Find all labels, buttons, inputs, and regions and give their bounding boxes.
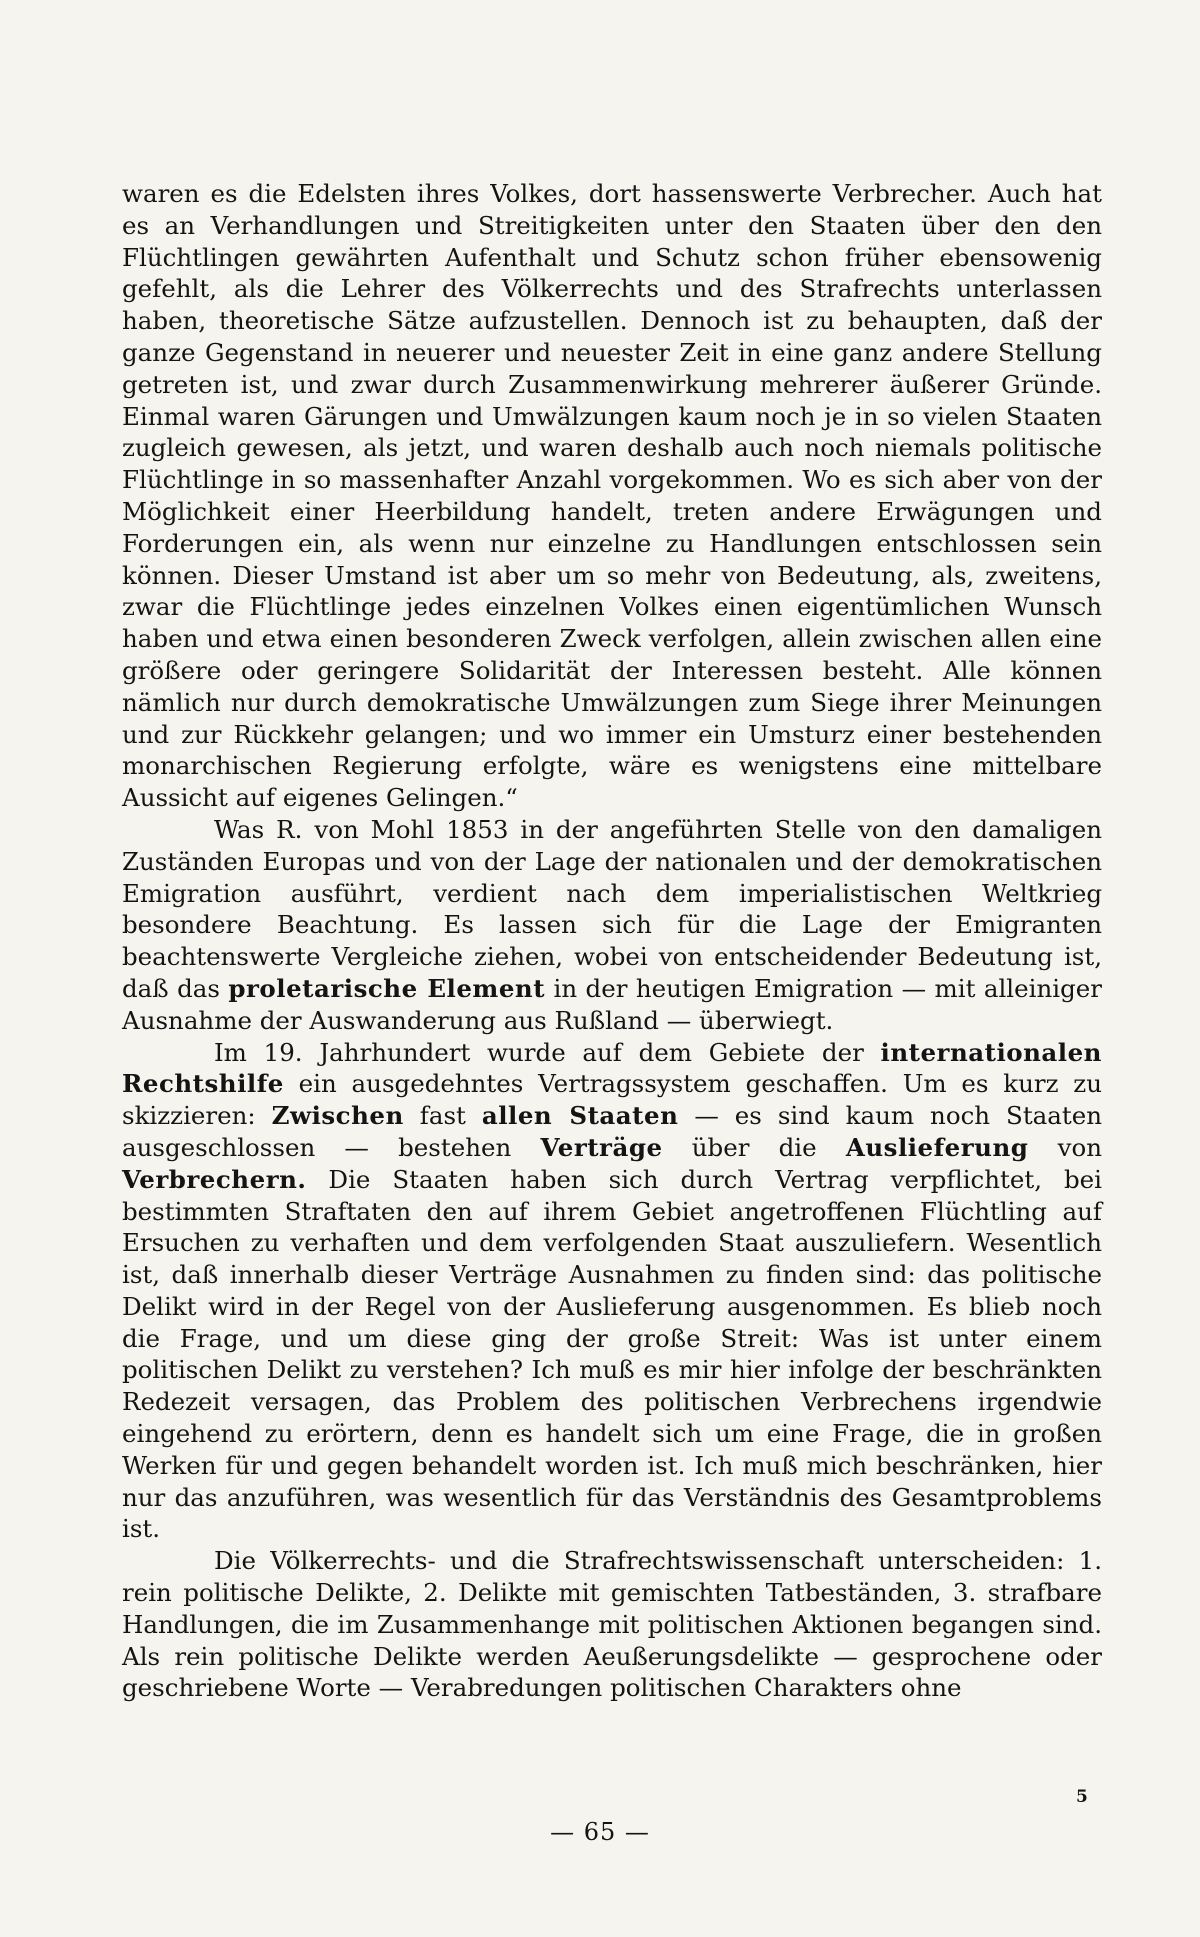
paragraph-2 [122, 814, 1102, 1037]
paragraph-4 [122, 1545, 1102, 1704]
emphasized-text: Auslieferung [845, 1132, 1029, 1162]
text-run: in der heutigen Emigration — mit alleiniger Ausnahme der Auswanderung aus Rußland — überwiegt. [122, 973, 1102, 1035]
emphasized-text: allen Staaten [481, 1101, 679, 1131]
text-run: von [1028, 1132, 1102, 1162]
page-number: — 65 — [550, 1818, 650, 1846]
emphasized-text: Zwischen [271, 1101, 404, 1131]
emphasized-text: internationalen Rechtshilfe [122, 1037, 1102, 1099]
text-run: fast [403, 1101, 482, 1131]
emphasized-text: Verträge [540, 1132, 663, 1162]
sheet-signature: 5 [1076, 1787, 1088, 1807]
text-run: — es sind kaum noch Staaten ausgeschlossen — bestehen [122, 1101, 1102, 1162]
emphasized-text: Verbrechern. [122, 1164, 307, 1194]
text-run: waren es die Edelsten ihres Volkes, dort hassenswerte Verbrecher. Auch hat es an Verhandlungen und Streitigkeiten unter den Staaten über den den Flüchtlingen gewährten Aufenthalt und Schutz schon früher ebensowenig gefehlt, als die Lehrer des Völkerrechts und des Strafrechts unterlassen haben, theoretische Sätze aufzustellen. Dennoch ist zu behaupten, daß der ganze Gegenstand in neuerer und neuester Zeit in eine ganz andere Stellung getreten ist, und zwar durch Zusammenwirkung mehrerer äußerer Gründe. Einmal waren Gärungen und Umwälzungen kaum noch je in so vielen Staaten zugleich gewesen, als jetzt, und waren deshalb auch noch niemals politische Flüchtlinge in so massenhafter Anzahl vorgekommen. Wo es sich aber von der Möglichkeit einer Heerbildung handelt, treten andere Erwägungen und Forderungen ein, als wenn nur einzelne zu Handlungen entschlossen sein können. Dieser Umstand ist aber um so mehr von Bedeutung, als, zweitens, zwar die Flüchtlinge jedes einzelnen Volkes einen eigentümlichen Wunsch haben und etwa einen besonderen Zweck verfolgen, allein zwischen allen eine größere oder geringere Solidarität der Interessen besteht. Alle können nämlich nur durch demokratische Umwälzungen zum Siege ihrer Meinungen und zur Rückkehr gelangen; und wo immer ein Umsturz einer bestehenden monarchischen Regierung erfolgte, wäre es wenigstens eine mittelbare Aussicht auf eigenes Gelingen.“ [122, 179, 1102, 813]
text-run: über die [662, 1132, 846, 1162]
text-run: Was R. von Mohl 1853 in der angeführten Stelle von den damaligen Zuständen Europas und von der Lage der nationalen und der demokratischen Emigration ausführt, verdient nach dem imperialistischen Weltkrieg besondere Beachtung. Es lassen sich für die Lage der Emigranten beachtenswerte Vergleiche ziehen, wobei von entscheidender Bedeutung ist, daß das [122, 814, 1102, 1003]
body-text [122, 178, 1102, 1704]
paragraph-1 [122, 178, 1102, 814]
emphasized-text: proletarische Element [228, 973, 546, 1003]
text-run: Die Staaten haben sich durch Vertrag verpflichtet, bei bestimmten Straftaten den auf ihrem Gebiet angetroffenen Flüchtling auf Ersuchen zu verhaften und dem verfolgenden Staat auszuliefern. Wesentlich ist, daß innerhalb dieser Verträge Ausnahmen zu finden sind: das politische Delikt wird in der Regel von der Auslieferung ausgenommen. Es blieb noch die Frage, und um diese ging der große Streit: Was ist unter einem politischen Delikt zu verstehen? Ich muß es mir hier infolge der beschränkten Redezeit versagen, das Problem des politischen Verbrechens irgendwie eingehend zu erörtern, denn es handelt sich um eine Frage, die in großen Werken für und gegen behandelt worden ist. Ich muß mich beschränken, hier nur das anzuführen, was wesentlich für das Verständnis des Gesamtproblems ist. [122, 1164, 1102, 1544]
text-run: Im 19. Jahrhundert wurde auf dem Gebiete der [214, 1037, 881, 1067]
paragraph-3 [122, 1037, 1102, 1546]
text-run: ein ausgedehntes Vertragssystem geschaffen. Um es kurz zu skizzieren: [122, 1069, 1102, 1131]
text-run: Die Völkerrechts- und die Strafrechtswissenschaft unterscheiden: 1. rein politische Delikte, 2. Delikte mit gemischten Tatbeständen, 3. strafbare Handlungen, die im Zusammenhange mit politischen Aktionen begangen sind. Als rein politische Delikte werden Aeußerungsdelikte — gesprochene oder geschriebene Worte — Verabredungen politischen Charakters ohne [122, 1546, 1102, 1703]
